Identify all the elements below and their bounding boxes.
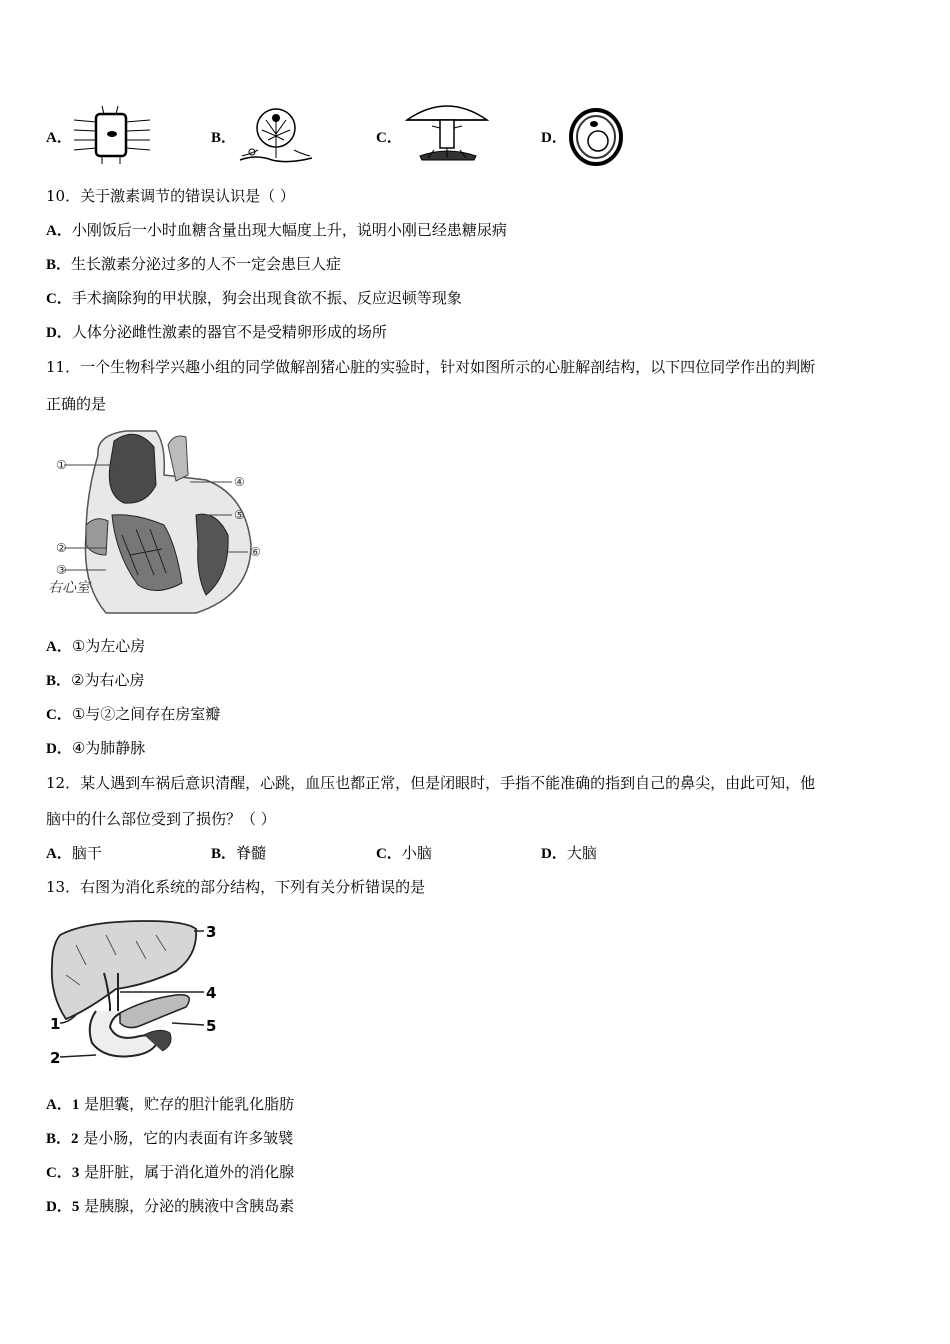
q11-option-d — [46, 738, 145, 759]
option-letter: A． — [46, 1097, 72, 1113]
mushroom-icon — [404, 98, 490, 162]
option-number: 2 — [71, 1131, 79, 1147]
q12-option-a — [46, 843, 102, 864]
q13-stem: 13．右图为消化系统的部分结构，下列有关分析错误的是 — [46, 878, 426, 896]
digestive-diagram — [46, 915, 226, 1067]
option-letter: D． — [46, 325, 72, 341]
q9-option-b-letter: B． — [211, 130, 237, 146]
q10-option-c — [46, 288, 462, 309]
q11-stem-line2: 正确的是 — [46, 395, 107, 413]
q9-option-c-letter: C． — [376, 130, 402, 146]
option-letter: B． — [46, 1131, 72, 1147]
option-text: 大脑 — [566, 844, 597, 862]
q11-option-c — [46, 704, 220, 725]
option-letter: D． — [46, 1199, 72, 1215]
q12-option-b — [211, 843, 266, 864]
heart-label-4: ④ — [234, 475, 245, 489]
option-letter: A． — [46, 223, 72, 239]
option-letter: A． — [46, 639, 72, 655]
q12-option-d — [541, 843, 597, 864]
option-text: ④为肺静脉 — [71, 739, 146, 757]
option-number: 1 — [71, 1097, 80, 1113]
q13-option-a — [46, 1094, 294, 1115]
option-number: 5 — [71, 1199, 80, 1215]
plant-cell-icon — [72, 104, 152, 166]
digestive-label-2: 2 — [50, 1049, 61, 1067]
option-number: 3 — [71, 1165, 80, 1181]
option-text: 是胆囊，贮存的胆汁能乳化脂肪 — [84, 1095, 295, 1113]
option-letter: C． — [46, 291, 72, 307]
q12-stem-line2: 脑中的什么部位受到了损伤？（ ） — [46, 810, 276, 828]
q13-option-c — [46, 1162, 294, 1183]
option-letter: A． — [46, 846, 72, 862]
yeast-cell-icon — [568, 108, 624, 166]
q10-option-d — [46, 322, 387, 343]
q13-option-d — [46, 1196, 294, 1217]
option-letter: D． — [541, 846, 567, 862]
q9-option-a-letter: A． — [46, 130, 72, 146]
option-text: 小脑 — [401, 844, 432, 862]
q10-stem: 10．关于激素调节的错误认识是（ ） — [46, 187, 295, 205]
option-letter: C． — [46, 1165, 72, 1181]
heart-label-6: ⑥ — [250, 545, 261, 559]
heart-diagram — [46, 425, 268, 617]
option-text: 小刚饭后一小时血糖含量出现大幅度上升，说明小刚已经患糖尿病 — [71, 221, 507, 239]
digestive-label-1: 1 — [50, 1015, 61, 1033]
q12-option-c — [376, 843, 432, 864]
option-letter: D． — [46, 741, 72, 757]
option-text: 是肝脏，属于消化道外的消化腺 — [84, 1163, 295, 1181]
option-letter: B． — [46, 257, 72, 273]
digestive-label-3: 3 — [206, 923, 217, 941]
option-text: 是胰腺，分泌的胰液中含胰岛素 — [84, 1197, 295, 1215]
mold-icon — [236, 106, 316, 166]
option-text: 脊髓 — [236, 844, 267, 862]
option-text: ①与②之间存在房室瓣 — [71, 705, 221, 723]
option-letter: C． — [46, 707, 72, 723]
q12-stem-line1: 12．某人遇到车祸后意识清醒，心跳，血压也都正常，但是闭眼时，手指不能准确的指到自己的鼻尖，由此可知，他 — [46, 774, 816, 792]
option-letter: B． — [46, 673, 72, 689]
heart-caption: 右心室 — [48, 580, 90, 596]
option-letter: C． — [376, 846, 402, 862]
option-text: ②为右心房 — [71, 671, 145, 689]
heart-label-1: ① — [56, 458, 67, 472]
q11-option-a — [46, 636, 145, 657]
heart-label-2: ② — [56, 541, 67, 555]
option-letter: B． — [211, 846, 237, 862]
q10-option-a — [46, 220, 507, 241]
option-text: 生长激素分泌过多的人不一定会患巨人症 — [71, 255, 342, 273]
q10-option-b — [46, 254, 341, 275]
heart-label-5: ⑤ — [234, 508, 245, 522]
q9-option-d-letter: D． — [541, 130, 567, 146]
q13-option-b — [46, 1128, 293, 1149]
option-text: 脑干 — [71, 844, 102, 862]
digestive-label-4: 4 — [206, 984, 217, 1002]
option-text: ①为左心房 — [71, 637, 146, 655]
option-text: 手术摘除狗的甲状腺，狗会出现食欲不振、反应迟顿等现象 — [71, 289, 462, 307]
digestive-label-5: 5 — [206, 1017, 217, 1035]
option-text: 人体分泌雌性激素的器官不是受精卵形成的场所 — [71, 323, 387, 341]
heart-label-3: ③ — [56, 563, 67, 577]
q11-option-b — [46, 670, 144, 691]
q11-stem-line1: 11．一个生物科学兴趣小组的同学做解剖猪心脏的实验时，针对如图所示的心脏解剖结构，以下四位同学作出的判断 — [46, 358, 816, 376]
option-text: 是小肠，它的内表面有许多皱襞 — [83, 1129, 294, 1147]
